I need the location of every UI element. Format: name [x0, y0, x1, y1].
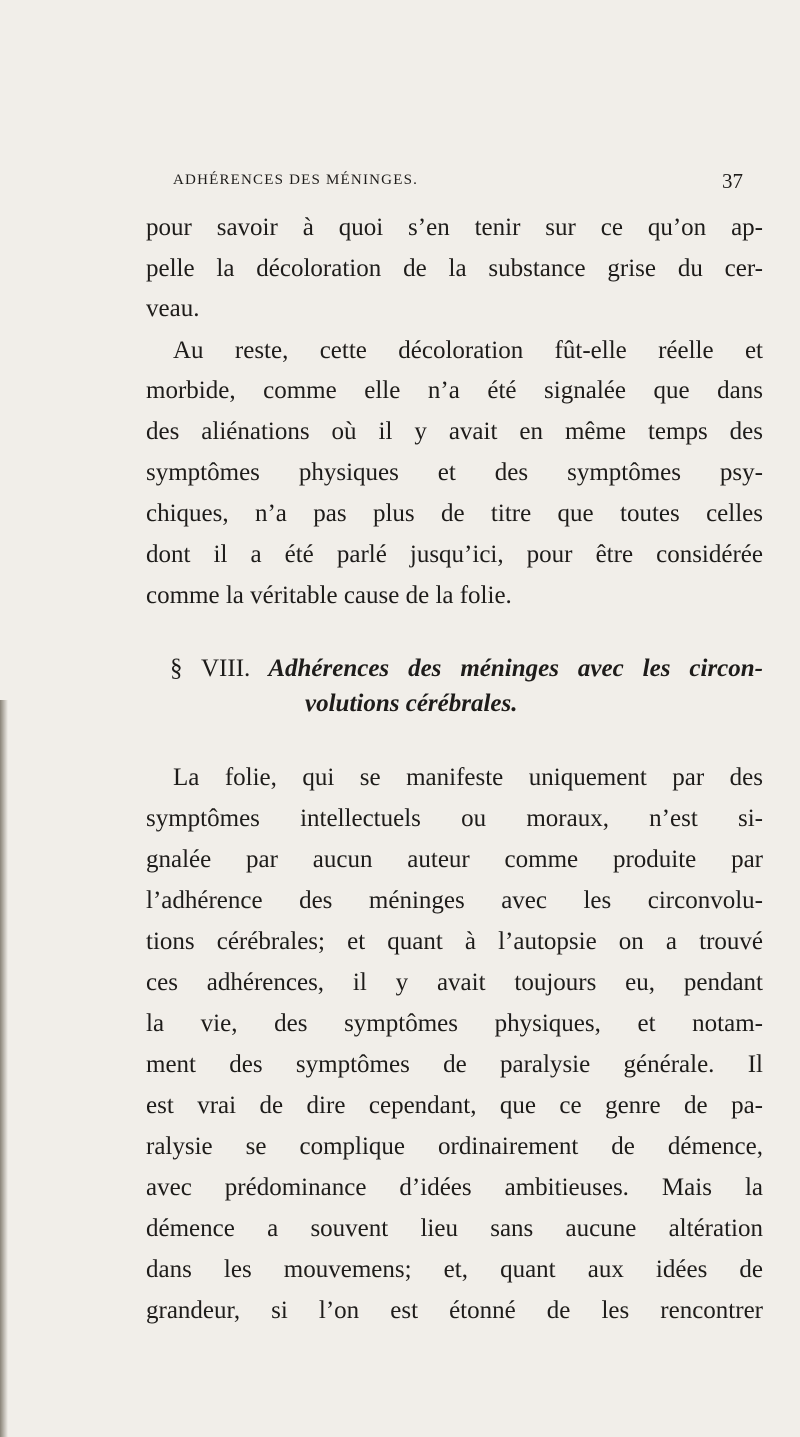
text-line: grandeur, si l’on est étonné de les rencontrer — [146, 1297, 763, 1324]
text-line: morbide, comme elle n’a été signalée que dans — [146, 377, 763, 404]
section-title-line1: Adhérences des méninges avec les circon- — [268, 655, 763, 682]
text-line: dans les mouvemens; et, quant aux idées de — [146, 1256, 763, 1283]
text-line: démence a souvent lieu sans aucune altération — [146, 1215, 763, 1242]
running-title: ADHÉRENCES DES MÉNINGES. — [173, 172, 419, 188]
section-mark: § VIII. — [170, 655, 251, 682]
text-line: est vrai de dire cependant, que ce genre de pa- — [146, 1092, 763, 1119]
page-number: 37 — [722, 169, 743, 193]
text-line: ces adhérences, il y avait toujours eu, pendant — [146, 969, 763, 996]
running-head — [173, 169, 753, 196]
text-line: Au reste, cette décoloration fût-elle réelle et — [173, 337, 763, 364]
text-line: tions cérébrales; et quant à l’autopsie on a trouvé — [146, 928, 763, 955]
text-line: symptômes intellectuels ou moraux, n’est si- — [146, 805, 763, 832]
text-line: dont il a été parlé jusqu’ici, pour être considérée — [146, 541, 763, 568]
section-heading — [170, 654, 763, 684]
text-line: pour savoir à quoi s’en tenir sur ce qu’on ap- — [146, 214, 763, 241]
text-line: ment des symptômes de paralysie générale. Il — [146, 1051, 763, 1078]
text-line: veau. — [146, 295, 200, 322]
text-line: chiques, n’a pas plus de titre que toutes celles — [146, 500, 763, 527]
text-line: symptômes physiques et des symptômes psy- — [146, 459, 763, 486]
text-line: La folie, qui se manifeste uniquement par des — [173, 764, 763, 791]
section-title-line2: volutions cérébrales. — [305, 690, 518, 717]
text-line: pelle la décoloration de la substance grise du cer- — [146, 255, 763, 282]
text-line: avec prédominance d’idées ambitieuses. Mais la — [146, 1174, 763, 1201]
text-line: la vie, des symptômes physiques, et notam- — [146, 1010, 763, 1037]
page-gutter-shadow — [0, 700, 8, 1437]
text-line: gnalée par aucun auteur comme produite par — [146, 846, 763, 873]
text-line: comme la véritable cause de la folie. — [146, 582, 512, 609]
text-line: des aliénations où il y avait en même temps des — [146, 418, 763, 445]
text-line: ralysie se complique ordinairement de démence, — [146, 1133, 763, 1160]
text-line: l’adhérence des méninges avec les circonvolu- — [146, 887, 763, 914]
